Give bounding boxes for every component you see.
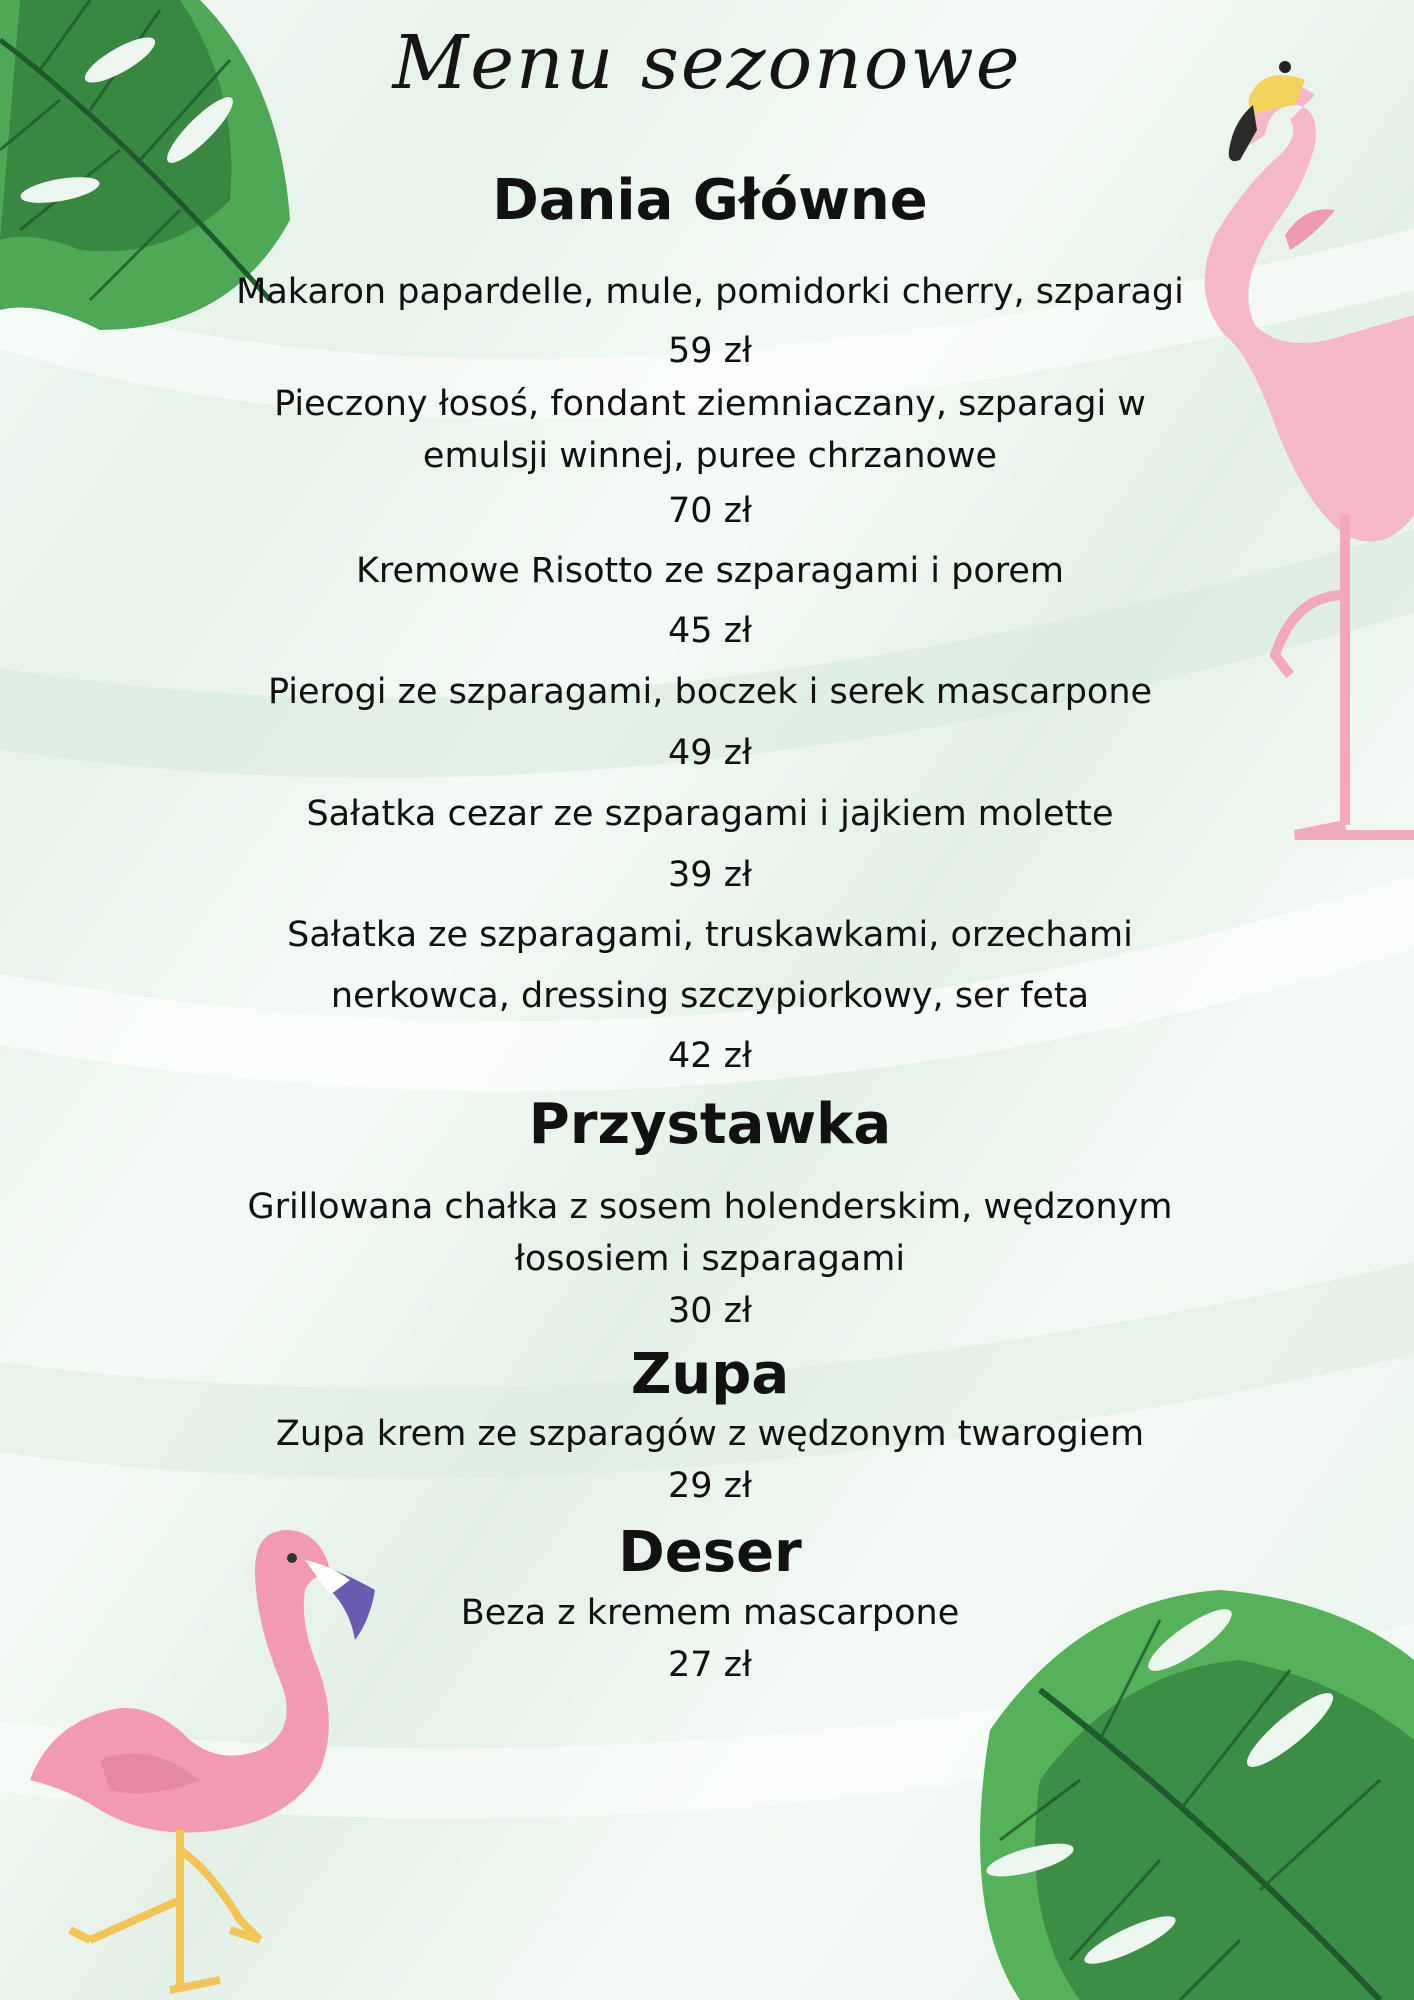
menu-item-name: Kremowe Risotto ze szparagami i porem — [355, 551, 1065, 591]
menu-item-name: Sałatka cezar ze szparagami i jajkiem molette — [306, 794, 1114, 834]
section-heading: Przystawka — [528, 1092, 892, 1157]
menu-item-price: 27 zł — [668, 1645, 752, 1685]
menu-item-name: Pieczony łosoś, fondant ziemniaczany, szparagi w — [274, 384, 1146, 424]
section-heading: Deser — [618, 1520, 802, 1585]
menu-item-price: 70 zł — [668, 491, 752, 531]
page-title: Menu sezonowe — [392, 20, 1022, 106]
menu-item-price: 45 zł — [668, 611, 752, 651]
menu-item-name: Grillowana chałka z sosem holenderskim, wędzonym — [247, 1187, 1173, 1227]
menu-item-name: łososiem i szparagami — [514, 1239, 906, 1279]
menu-item-name: Sałatka ze szparagami, truskawkami, orzechami — [287, 915, 1133, 955]
menu-item-name: nerkowca, dressing szczypiorkowy, ser feta — [330, 976, 1090, 1016]
menu-item-price: 42 zł — [668, 1036, 752, 1076]
menu-item-price: 29 zł — [668, 1466, 752, 1506]
menu-item-name: Pierogi ze szparagami, boczek i serek mascarpone — [267, 672, 1153, 712]
menu-item-name: Zupa krem ze szparagów z wędzonym twarogiem — [275, 1414, 1145, 1454]
menu-item-price: 49 zł — [668, 733, 752, 773]
menu-item-name: Beza z kremem mascarpone — [460, 1593, 960, 1633]
menu-item-name: emulsji winnej, puree chrzanowe — [422, 436, 998, 476]
menu-item-price: 30 zł — [668, 1291, 752, 1331]
menu-item-price: 59 zł — [668, 331, 752, 371]
menu-item-name: Makaron papardelle, mule, pomidorki cherry, szparagi — [236, 272, 1184, 312]
section-heading: Zupa — [630, 1342, 790, 1407]
menu-item-price: 39 zł — [668, 855, 752, 895]
section-heading: Dania Główne — [492, 168, 928, 233]
